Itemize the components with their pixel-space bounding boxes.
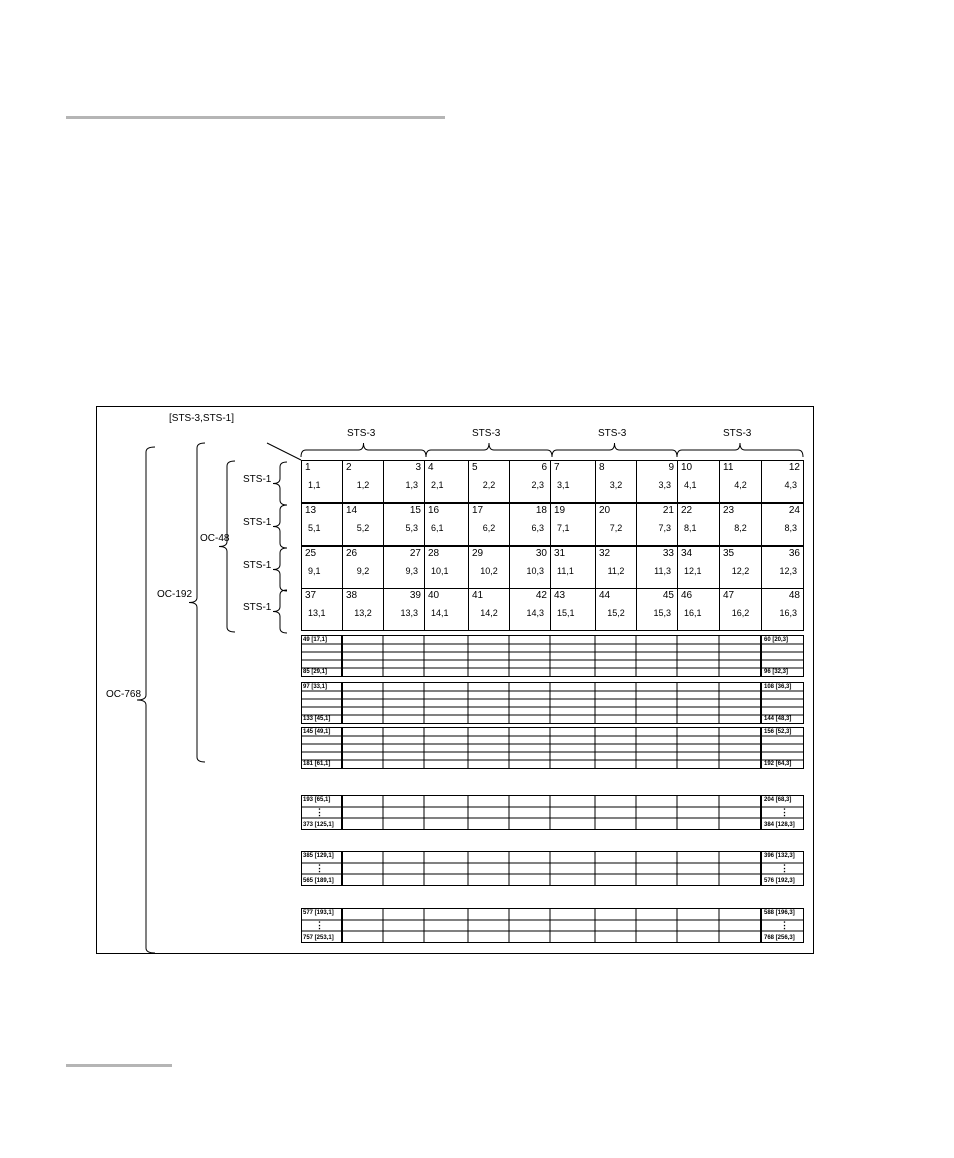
timeslot-cell [719, 503, 762, 546]
timeslot-cell [761, 460, 804, 503]
sts1-number: 23 [723, 505, 735, 516]
block-bottom-right-label: 576 [192,3] [764, 878, 795, 884]
sts1-number: 9 [668, 462, 674, 473]
sts3-label: STS-3 [472, 428, 501, 439]
timeslot-cell [301, 546, 343, 589]
sts1-number: 34 [681, 548, 693, 559]
sts3-sts1-coordinate: 2,2 [482, 480, 496, 490]
sts3-sts1-coordinate: 11,1 [557, 566, 574, 576]
sts1-number: 24 [788, 505, 800, 516]
timeslot-cell [509, 460, 551, 503]
sts3-sts1-coordinate: 4,2 [734, 480, 747, 490]
block-bottom-left-label: 373 [125,1] [303, 822, 334, 828]
sts3-sts1-coordinate: 10,3 [526, 566, 544, 576]
sts3-sts1-coordinate: 10,2 [480, 566, 498, 576]
block-top-right-label: 588 [196,3] [764, 910, 795, 916]
sts1-number: 38 [346, 590, 358, 601]
oc768-brace [137, 447, 155, 953]
sts1-number: 17 [472, 505, 484, 516]
sts3-sts1-coordinate: 16,1 [684, 608, 702, 618]
sts3-sts1-coordinate: 12,2 [731, 566, 750, 576]
block-top-right-label: 156 [52,3] [764, 729, 792, 735]
footer-rule [66, 1064, 172, 1067]
sts3-sts1-coordinate: 7,3 [658, 523, 671, 533]
vertical-ellipsis: ⋮ [315, 807, 324, 817]
sts1-number: 15 [409, 505, 421, 516]
timeslot-cell [342, 503, 384, 546]
timeslot-cell [636, 460, 678, 503]
timeslot-cell [595, 588, 637, 631]
sts3-sts1-coordinate: 4,3 [784, 480, 797, 490]
block-top-right-label: 60 [20,3] [764, 637, 789, 643]
timeslot-cell [424, 546, 469, 589]
sts3-label: STS-3 [723, 428, 752, 439]
sts3-sts1-coordinate: 5,3 [405, 523, 418, 533]
block-table [301, 682, 804, 724]
sts3-sts1-coordinate: 8,3 [784, 523, 797, 533]
sts1-label: STS-1 [243, 602, 272, 613]
sts1-number: 47 [723, 590, 735, 601]
sts3-sts1-coordinate: 3,1 [557, 480, 570, 490]
timeslot-cell [509, 546, 551, 589]
timeslot-cell [383, 460, 425, 503]
sts1-number: 5 [472, 462, 478, 473]
sts3-sts1-coordinate: 14,1 [431, 608, 449, 618]
vertical-ellipsis: ⋮ [315, 863, 324, 873]
sts3-sts1-coordinate: 3,3 [658, 480, 671, 490]
sts3-sts1-coordinate: 16,3 [779, 608, 797, 618]
oc768-label: OC-768 [106, 689, 142, 700]
sts3-sts1-coordinate: 12,3 [779, 566, 797, 576]
sts1-number: 27 [409, 548, 421, 559]
sts1-number: 40 [428, 590, 440, 601]
timeslot-cell [424, 588, 469, 631]
oc192-brace [189, 443, 205, 762]
sts3-sts1-coordinate: 6,2 [482, 523, 496, 533]
sts3-sts1-coordinate: 12,1 [684, 566, 702, 576]
block-bottom-right-label: 768 [256,3] [764, 935, 795, 941]
sts3-sts1-coordinate: 8,2 [734, 523, 747, 533]
sts3-brace [301, 443, 426, 457]
sts3-sts1-coordinate: 7,1 [557, 523, 570, 533]
sts1-number: 31 [554, 548, 566, 559]
sts3-sts1-coordinate: 15,2 [607, 608, 625, 618]
block-top-right-label: 204 [68,3] [764, 797, 792, 803]
sts1-number: 1 [305, 462, 311, 473]
block-top-left-label: 145 [49,1] [303, 729, 331, 735]
sts1-number: 22 [681, 505, 693, 516]
timeslot-cell [595, 546, 637, 589]
timeslot-cell [719, 546, 762, 589]
sts3-sts1-coordinate: 16,2 [731, 608, 750, 618]
sts1-number: 13 [305, 505, 317, 516]
sts1-number: 16 [428, 505, 440, 516]
timeslot-cell [550, 460, 596, 503]
block-top-left-label: 385 [129,1] [303, 853, 334, 859]
vertical-ellipsis: ⋮ [780, 807, 789, 817]
sts3-brace [552, 443, 677, 457]
sts3-sts1-coordinate: 4,1 [684, 480, 697, 490]
block-top-right-label: 396 [132,3] [764, 853, 795, 859]
timeslot-cell [595, 503, 637, 546]
sts3-label: STS-3 [347, 428, 376, 439]
block-top-left-label: 193 [65,1] [303, 797, 331, 803]
timeslot-cell [468, 460, 510, 503]
timeslot-cell [468, 588, 510, 631]
sts1-brace [273, 462, 287, 505]
sts3-sts1-coordinate: 6,1 [431, 523, 444, 533]
sts1-number: 35 [723, 548, 735, 559]
block-table [301, 908, 804, 943]
block-bottom-left-label: 565 [189,1] [303, 878, 334, 884]
timeslot-cell [468, 546, 510, 589]
block-bottom-right-label: 144 [48,3] [764, 716, 792, 722]
sts3-sts1-coordinate: 8,1 [684, 523, 697, 533]
timeslot-cell [301, 588, 343, 631]
sts3-brace [426, 443, 552, 457]
timeslot-cell [301, 503, 343, 546]
block-top-left-label: 577 [193,1] [303, 910, 334, 916]
sts3-sts1-coordinate: 3,2 [609, 480, 623, 490]
sts3-sts1-coordinate: 14,2 [480, 608, 498, 618]
oc48-label: OC-48 [200, 533, 230, 544]
sts1-number: 41 [472, 590, 484, 601]
block-bottom-left-label: 757 [253,1] [303, 935, 334, 941]
sts3-sts1-coordinate: 15,1 [557, 608, 575, 618]
sts1-label: STS-1 [243, 474, 272, 485]
sts3-sts1-coordinate: 13,1 [308, 608, 326, 618]
sts1-number: 48 [788, 590, 800, 601]
timeslot-cell [509, 588, 551, 631]
block-table [301, 727, 804, 769]
sts1-number: 37 [305, 590, 317, 601]
block-table [301, 635, 804, 677]
timeslot-cell [636, 503, 678, 546]
timeslot-cell [761, 503, 804, 546]
sts3-sts1-coordinate: 11,3 [654, 566, 671, 576]
block-top-left-label: 49 [17,1] [303, 637, 328, 643]
block-table [301, 795, 804, 830]
figure-top-label: [STS-3,STS-1] [169, 413, 235, 424]
sts3-sts1-coordinate: 5,1 [308, 523, 321, 533]
sts1-number: 45 [662, 590, 674, 601]
timeslot-cell [677, 588, 720, 631]
block-bottom-right-label: 192 [64,3] [764, 761, 792, 767]
sts3-sts1-coordinate: 6,3 [531, 523, 544, 533]
sts3-sts1-coordinate: 5,2 [356, 523, 370, 533]
block-bottom-left-label: 85 [29,1] [303, 669, 328, 675]
sts1-number: 21 [662, 505, 674, 516]
block-top-left-label: 97 [33,1] [303, 684, 328, 690]
sts1-number: 14 [346, 505, 358, 516]
sts1-number: 36 [788, 548, 800, 559]
block-bottom-left-label: 133 [45,1] [303, 716, 331, 722]
timeslot-cell [383, 588, 425, 631]
sts3-label: STS-3 [598, 428, 627, 439]
timeslot-cell [383, 546, 425, 589]
sts1-brace [273, 505, 287, 548]
timeslot-cell [719, 588, 762, 631]
timeslot-cell [342, 460, 384, 503]
timeslot-cell [509, 503, 551, 546]
timeslot-cell [636, 546, 678, 589]
sts3-sts1-coordinate: 1,3 [405, 480, 418, 490]
sts3-sts1-coordinate: 1,2 [356, 480, 370, 490]
timeslot-cell [424, 503, 469, 546]
sts1-number: 4 [428, 462, 434, 473]
sts1-number: 33 [662, 548, 674, 559]
sts1-number: 29 [472, 548, 484, 559]
vertical-ellipsis: ⋮ [780, 920, 789, 930]
sts3-sts1-coordinate: 9,1 [308, 566, 321, 576]
sts1-number: 43 [554, 590, 566, 601]
vertical-ellipsis: ⋮ [315, 920, 324, 930]
sts3-sts1-coordinate: 13,2 [354, 608, 372, 618]
sts1-number: 3 [415, 462, 421, 473]
timeslot-cell [468, 503, 510, 546]
sts1-number: 2 [346, 462, 352, 473]
sts3-sts1-coordinate: 9,3 [405, 566, 418, 576]
sts3-sts1-coordinate: 13,3 [400, 608, 418, 618]
sts3-sts1-coordinate: 2,3 [531, 480, 544, 490]
block-bottom-left-label: 181 [61,1] [303, 761, 331, 767]
sts3-sts1-coordinate: 11,2 [607, 566, 625, 576]
timeslot-cell [383, 503, 425, 546]
sts1-number: 19 [554, 505, 566, 516]
vertical-ellipsis: ⋮ [780, 863, 789, 873]
timeslot-cell [677, 546, 720, 589]
sts1-number: 28 [428, 548, 440, 559]
sts3-sts1-coordinate: 15,3 [653, 608, 671, 618]
timeslot-cell [342, 546, 384, 589]
timeslot-cell [761, 546, 804, 589]
block-bottom-right-label: 384 [128,3] [764, 822, 795, 828]
timeslot-cell [677, 460, 720, 503]
timeslot-cell [677, 503, 720, 546]
sts3-sts1-coordinate: 2,1 [431, 480, 444, 490]
timeslot-cell [550, 503, 596, 546]
header-pointer-line [267, 443, 301, 460]
header-rule [66, 116, 445, 119]
sts3-sts1-coordinate: 10,1 [431, 566, 449, 576]
timeslot-cell [595, 460, 637, 503]
sts3-sts1-coordinate: 7,2 [609, 523, 623, 533]
sts1-number: 25 [305, 548, 317, 559]
sts1-label: STS-1 [243, 517, 272, 528]
sts1-brace [273, 590, 287, 633]
timeslot-cell [636, 588, 678, 631]
block-top-right-label: 108 [36,3] [764, 684, 792, 690]
timeslot-cell [719, 460, 762, 503]
sts1-number: 42 [535, 590, 547, 601]
sts3-sts1-coordinate: 9,2 [356, 566, 370, 576]
sts1-label: STS-1 [243, 560, 272, 571]
sts1-number: 18 [535, 505, 547, 516]
block-bottom-right-label: 96 [32,3] [764, 669, 789, 675]
sonet-channel-diagram [96, 406, 814, 954]
timeslot-cell [424, 460, 469, 503]
sts1-number: 8 [599, 462, 605, 473]
timeslot-cell [342, 588, 384, 631]
sts3-sts1-coordinate: 1,1 [308, 480, 321, 490]
timeslot-cell [301, 460, 343, 503]
sts3-sts1-coordinate: 14,3 [526, 608, 544, 618]
oc48-brace [219, 461, 235, 632]
sts1-number: 12 [788, 462, 800, 473]
sts1-number: 7 [554, 462, 560, 473]
timeslot-cell [761, 588, 804, 631]
timeslot-cell [550, 588, 596, 631]
sts1-number: 30 [535, 548, 547, 559]
sts1-number: 39 [409, 590, 421, 601]
sts3-brace [677, 443, 803, 457]
sts1-number: 26 [346, 548, 358, 559]
sts1-number: 44 [599, 590, 611, 601]
sts1-number: 32 [599, 548, 611, 559]
sts1-number: 10 [681, 462, 693, 473]
oc192-label: OC-192 [157, 589, 193, 600]
sts1-number: 46 [681, 590, 693, 601]
sts1-number: 11 [723, 462, 734, 473]
sts1-number: 6 [541, 462, 547, 473]
sts1-brace [273, 548, 287, 591]
timeslot-cell [550, 546, 596, 589]
block-table [301, 851, 804, 886]
sts1-number: 20 [599, 505, 611, 516]
